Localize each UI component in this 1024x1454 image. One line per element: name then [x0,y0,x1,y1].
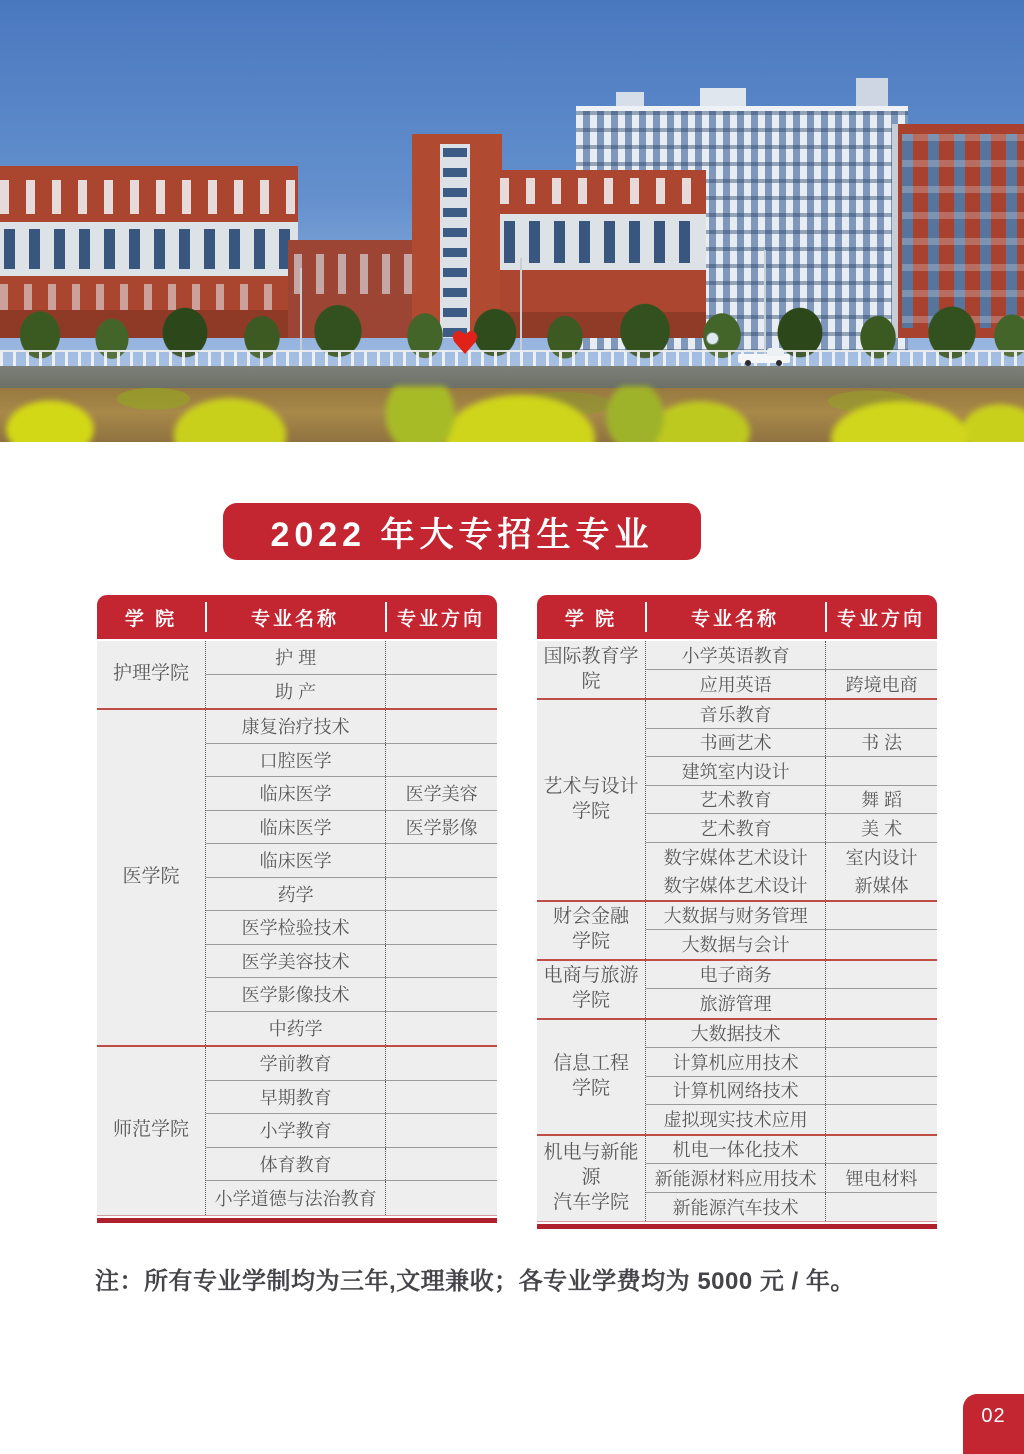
major-cell: 康复治疗技术 [241,717,350,738]
majors-table-left [97,595,497,1223]
table-body [97,641,497,1216]
direction-cell: 新媒体 [825,871,937,900]
rapeseed-flowers [0,386,1024,442]
direction-cell [825,1048,937,1076]
college-cell: 国际教育学院 [543,645,639,692]
major-cell: 医学美容技术 [241,951,350,972]
direction-cell [385,1047,497,1080]
major-row [646,902,937,931]
college-group [537,1134,937,1222]
page-number: 02 [981,1404,1006,1427]
major-cell: 艺术教育 [699,818,772,839]
major-cell: 医学检验技术 [241,918,350,939]
direction-cell [385,1081,497,1114]
direction-cell [825,1193,937,1222]
college-cell: 护理学院 [112,663,189,685]
major-cell: 临床医学 [259,851,332,872]
major-row [646,961,937,990]
direction-cell [385,1181,497,1215]
major-row [646,930,937,959]
direction-cell [825,902,937,930]
major-cell: 建筑室内设计 [681,761,790,782]
major-cell: 新能源材料应用技术 [654,1168,817,1189]
college-cell: 艺术与设计 学院 [543,776,639,822]
major-cell: 小学英语教育 [681,645,790,666]
major-cell: 音乐教育 [699,704,772,725]
direction-cell [385,710,497,743]
window-band [500,214,706,270]
header-major-name: 专业名称 [250,608,339,630]
major-row [646,641,937,670]
direction-cell [825,1136,937,1164]
table-body [537,641,937,1222]
college-cell: 财会金融 学院 [552,906,629,952]
major-row [206,1012,497,1046]
college-group [537,1018,937,1134]
window-band [0,222,298,276]
major-cell: 护 理 [275,648,317,669]
campus-photo [0,0,1024,442]
direction-cell [825,1077,937,1105]
header-college: 学 院 [124,608,178,630]
direction-cell [385,945,497,978]
major-cell: 数字媒体艺术设计 [663,876,808,897]
table-bottom-rule [537,1224,937,1229]
major-row [206,911,497,945]
direction-cell [825,641,937,669]
direction-cell [825,1020,937,1048]
major-row [646,1077,937,1106]
direction-cell [385,641,497,674]
major-cell: 早期教育 [259,1087,332,1108]
major-cell: 大数据与财务管理 [663,906,808,927]
college-group [537,641,937,698]
major-row [646,989,937,1018]
college-cell: 师范学院 [112,1119,189,1141]
direction-cell [385,1114,497,1147]
direction-cell: 室内设计 [825,843,937,872]
major-cell: 旅游管理 [699,994,772,1015]
college-cell: 信息工程 学院 [552,1052,629,1099]
major-cell: 大数据技术 [690,1024,781,1045]
major-cell: 计算机应用技术 [672,1052,799,1073]
direction-cell: 书 法 [825,729,937,757]
major-row [206,878,497,912]
direction-cell [385,675,497,709]
header-divider [205,602,207,632]
header-divider [385,602,387,632]
major-row [206,1081,497,1115]
header-college: 学 院 [564,608,618,630]
major-row [646,843,937,872]
major-cell: 虚拟现实技术应用 [663,1110,808,1131]
major-row [206,844,497,878]
major-cell: 书画艺术 [699,733,772,754]
major-row [206,1148,497,1182]
college-cell: 机电与新能源 汽车学院 [543,1142,639,1213]
direction-cell [825,1105,937,1134]
header-major-direction: 专业方向 [836,608,925,630]
college-group [97,708,497,1045]
college-group [97,641,497,708]
direction-cell: 锂电材料 [825,1164,937,1192]
major-cell: 助 产 [275,682,317,703]
major-cell: 小学教育 [259,1121,332,1142]
major-row [646,1048,937,1077]
major-row [646,1105,937,1134]
major-row [206,744,497,778]
major-row [646,1020,937,1049]
pickup-truck [738,348,790,367]
major-cell: 学前教育 [259,1054,332,1075]
major-row [646,1136,937,1165]
direction-cell [385,978,497,1011]
major-row [206,641,497,675]
direction-cell [825,930,937,959]
major-cell: 数字媒体艺术设计 [663,847,808,868]
direction-cell [385,744,497,777]
direction-cell [825,961,937,989]
major-row [646,1193,937,1222]
major-row [646,757,937,786]
major-cell: 应用英语 [699,674,772,695]
major-row [206,1114,497,1148]
college-group [97,1045,497,1215]
major-cell: 艺术教育 [699,790,772,811]
major-row [646,729,937,758]
major-row [646,670,937,699]
direction-cell [385,878,497,911]
major-row [646,1164,937,1193]
direction-cell [825,757,937,785]
major-row [646,871,937,900]
title-banner [223,503,701,560]
page-title: 2022 年大专招生专业 [270,516,654,554]
header-major-direction: 专业方向 [396,608,485,630]
direction-cell [385,1012,497,1046]
major-cell: 计算机网络技术 [672,1081,799,1102]
major-cell: 医学影像技术 [241,985,350,1006]
window-band [0,180,298,214]
major-cell: 新能源汽车技术 [672,1197,799,1218]
major-row [206,1047,497,1081]
direction-cell: 美 术 [825,814,937,842]
major-row [646,786,937,815]
major-cell: 电子商务 [699,965,772,986]
major-row [206,945,497,979]
major-row [646,700,937,729]
window-band [500,178,706,204]
major-cell: 体育教育 [259,1154,332,1175]
direction-cell [385,911,497,944]
major-row [206,1181,497,1215]
major-row [206,978,497,1012]
header-divider [645,602,647,632]
college-group [537,900,937,959]
college-group [537,959,937,1018]
major-row [646,814,937,843]
major-cell: 临床医学 [259,784,332,805]
majors-table-right [537,595,937,1229]
major-cell: 口腔医学 [259,750,332,771]
direction-cell [825,989,937,1018]
major-row [206,675,497,709]
major-row [206,811,497,845]
major-cell: 大数据与会计 [681,935,790,956]
table-bottom-rule [97,1218,497,1223]
college-group [537,698,937,900]
direction-cell [385,1148,497,1181]
direction-cell [825,700,937,728]
major-row [206,777,497,811]
direction-cell [385,844,497,877]
page-number-badge [963,1394,1024,1454]
major-cell: 临床医学 [259,817,332,838]
major-row [206,710,497,744]
header-divider [825,602,827,632]
header-major-name: 专业名称 [690,608,779,630]
direction-cell: 医学影像 [385,811,497,844]
major-cell: 药学 [277,884,314,905]
direction-cell: 医学美容 [385,777,497,810]
college-cell: 电商与旅游 学院 [543,965,639,1011]
road-sign [706,332,719,345]
major-cell: 中药学 [268,1019,323,1040]
college-cell: 医学院 [122,866,180,888]
direction-cell: 跨境电商 [825,670,937,699]
major-cell: 小学道德与法治教育 [214,1188,377,1209]
direction-cell: 舞 蹈 [825,786,937,814]
major-cell: 机电一体化技术 [672,1140,799,1161]
note-text: 注：所有专业学制均为三年,文理兼收；各专业学费均为 5000 元 / 年。 [95,1268,855,1295]
